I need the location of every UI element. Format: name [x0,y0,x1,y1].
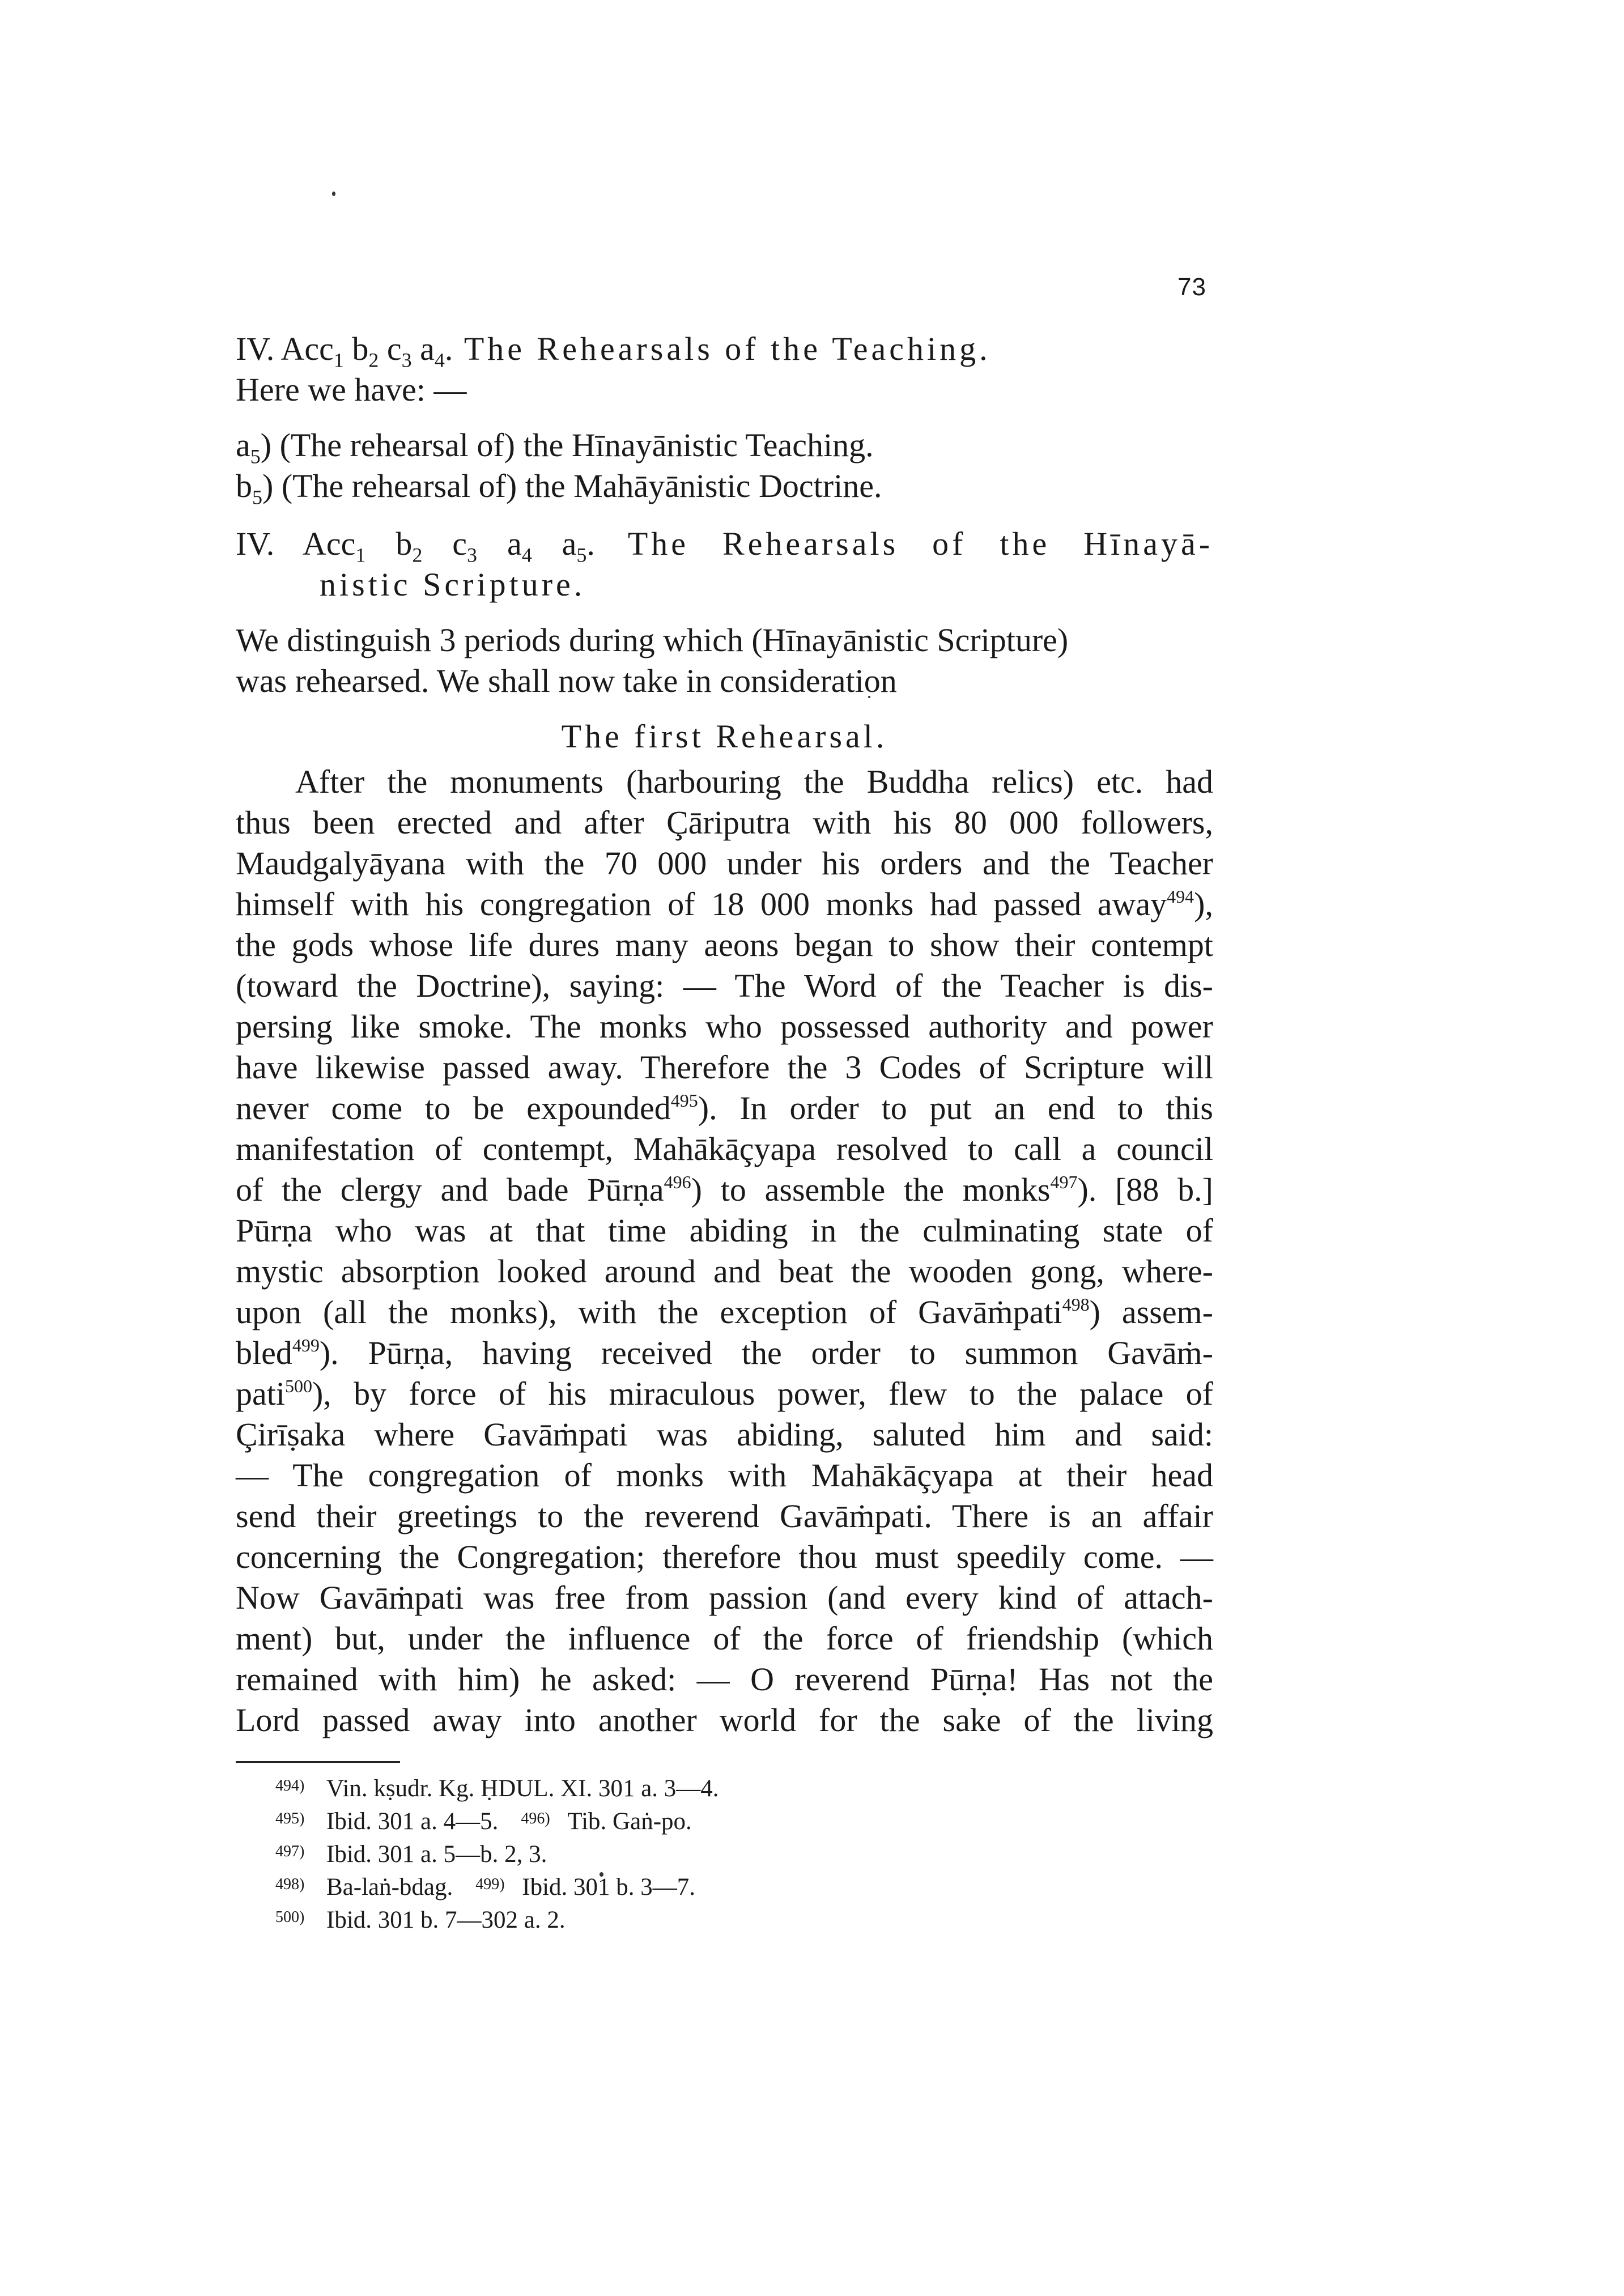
section-title: The Rehearsals of the Hīnayā- [594,525,1214,562]
text-line: upon (all the monks), with the exception of Gavāṁpati$^{498}$) assem- [236,1294,1213,1330]
section-heading-hinayanistic: IV. Acc$_1$ $b_2$ $c_3$ $a_4$ $a_5$. The Rehearsals of the Hīnayā- [236,525,1214,567]
text-line: manifestation of contempt, Mahākāçyapa resolved to call a council [236,1130,1213,1167]
text-line: After the monuments (harbouring the Buddha relics) etc. had [295,763,1213,800]
section-title-continued: nistic Scripture. [320,566,586,603]
text-line: was rehearsed. We shall now take in consideration [236,662,897,699]
text-line: thus been erected and after Çāriputra with his 80 000 followers, [236,804,1213,841]
text-line: mystic absorption looked around and beat the wooden gong, where- [236,1253,1213,1290]
footnote: 497) Ibid. 301 a. 5—b. 2, 3. [275,1841,547,1868]
text-line: Pūrṇa who was at that time abiding in the culminating state of [236,1212,1213,1249]
footnote-ref: 500 [284,1376,312,1396]
print-speck [332,192,335,196]
text-line: never come to be expounded$^{495}$). In order to put an end to this [236,1090,1213,1126]
text-line: Lord passed away into another world for the sake of the living [236,1702,1213,1738]
text-line: (toward the Doctrine), saying: — The Word of the Teacher is dis- [236,967,1213,1004]
text-line: We distinguish 3 periods during which (Hīnayānistic Scripture) [236,622,1069,658]
text-line: Here we have: — [236,371,467,408]
footnote-rule [236,1761,400,1763]
footnote-ref: 498 [1062,1294,1090,1315]
page-content [236,329,1213,1935]
text-line: Now Gavāṁpati was free from passion (and every kind of attach- [236,1579,1213,1616]
text-line: Çirīṣaka where Gavāṁpati was abiding, saluted him and said: [236,1416,1213,1453]
text-line: of the clergy and bade Pūrṇa$^{496}$) to assemble the monks$^{497}$). [88 b.] [236,1171,1213,1208]
page-number: 73 [1177,273,1206,301]
footnote-ref: 494 [1167,886,1194,907]
footnote-ref: 499 [292,1335,320,1355]
footnote-ref: 496 [664,1172,691,1192]
text-line: pati$^{500}$), by force of his miraculous power, flew to the palace of [236,1375,1213,1412]
text-line: have likewise passed away. Therefore the 3 Codes of Scripture will [236,1049,1213,1086]
section-heading-rehearsals: IV. Acc$_1$ $b_2$ $c_3$ $a_4$. The Rehearsals of the Teaching. [236,330,991,372]
subheading-first-rehearsal: The first Rehearsal. [561,718,888,755]
text-line: remained with him) he asked: — O reverend Pūrṇa! Has not the [236,1661,1213,1698]
footnote: 494) Vin. kṣudr. Kg. ḤDUL. XI. 301 a. 3—4. [275,1775,719,1802]
text-line: Maudgalyāyana with the 70 000 under his orders and the Teacher [236,845,1213,882]
section-title: The Rehearsals of the Teaching. [453,330,991,367]
body-text [236,762,1213,1741]
text-line: concerning the Congregation; therefore thou must speedily come. — [236,1538,1213,1575]
text-line: ment) but, under the influence of the force of friendship (which [236,1620,1213,1657]
text-line: — The congregation of monks with Mahākāçyapa at their head [236,1457,1213,1494]
text-line: the gods whose life dures many aeons began to show their contempt [236,926,1213,963]
text-line: persing like smoke. The monks who possessed authority and power [236,1008,1213,1045]
text-line: bled$^{499}$). Pūrṇa, having received the order to summon Gavāṁ- [236,1334,1213,1371]
footnotes [236,1771,1213,1935]
footnote-ref: 495 [670,1090,698,1111]
footnote: 498) Ba-laṅ-bdag. 499) Ibid. 301 b. 3—7. [275,1874,696,1900]
list-item-b5: $b_5$) (The rehearsal of) the Mahāyānistic Doctrine. [236,467,882,509]
text-line: send their greetings to the reverend Gavāṁpati. There is an affair [236,1498,1213,1534]
footnote-ref: 497 [1050,1172,1078,1192]
footnote: 495) Ibid. 301 a. 4—5. 496) Tib. Gaṅ-po. [275,1808,692,1835]
footnote: 500) Ibid. 301 b. 7—302 a. 2. [275,1907,566,1933]
text-line: himself with his congregation of 18 000 monks had passed away$^{494}$), [236,886,1213,922]
list-item-a5: $a_5$) (The rehearsal of) the Hīnayānistic Teaching. [236,427,874,468]
